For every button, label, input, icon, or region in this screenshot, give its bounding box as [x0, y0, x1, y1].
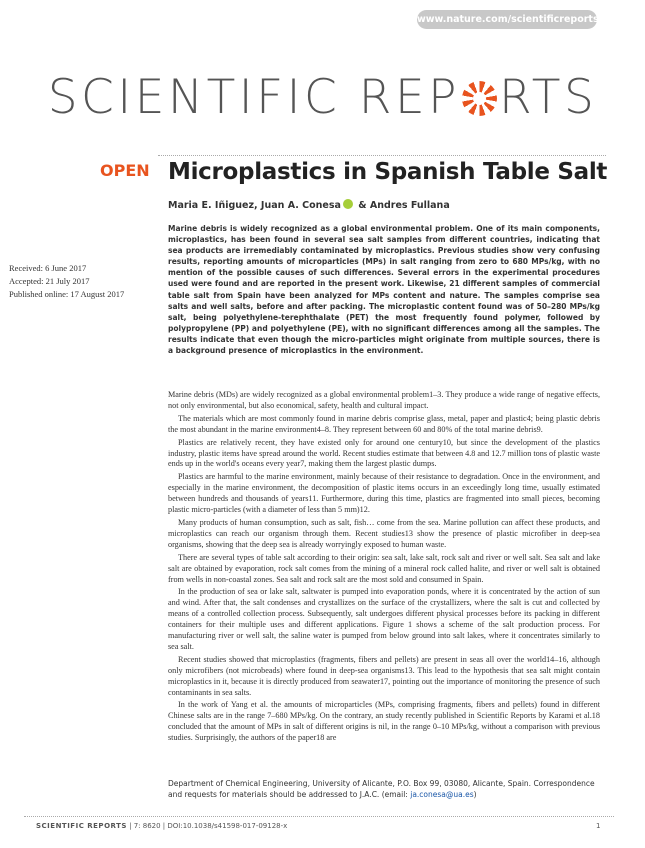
journal-masthead — [0, 66, 645, 130]
accepted-date: Accepted: 21 July 2017 — [9, 275, 90, 286]
affiliation-note — [168, 778, 600, 800]
masthead-text-end: RTS — [499, 70, 598, 125]
published-date: Published online: 17 August 2017 — [9, 288, 125, 299]
body-paragraph: Plastics are harmful to the marine environment, mainly because of their resistance to degradation. Once in the environment, and especially in the marine environment, the decomposition of plastic items occurs in an exceedingly long time, usually estimated between hundreds and thousands of years11. Furthermore, during this time, plastics are fragmented into small pieces, becoming plastic micro-particles (with a diameter of less than 5 mm)12. — [168, 472, 600, 515]
footer-citation[interactable]: | 7: 8620 | DOI:10.1038/s41598-017-09128-x — [126, 822, 288, 830]
author-list — [168, 199, 450, 211]
authors-first[interactable]: Maria E. Iñiguez, Juan A. Conesa — [168, 200, 341, 211]
orcid-icon[interactable] — [343, 199, 353, 209]
masthead-text-start: SCIENTIFIC REP — [47, 70, 460, 125]
journal-url-badge[interactable]: www.nature.com/scientificreports — [417, 10, 597, 29]
correspondence-email-link[interactable]: ja.conesa@ua.es — [410, 790, 474, 800]
article-title: Microplastics in Spanish Table Salt — [168, 159, 608, 185]
received-date: Received: 6 June 2017 — [9, 263, 87, 273]
body-paragraph: Plastics are relatively recent, they have existed only for around one century10, but since the development of the plastics industry, plastic items have spread around the world. Recent studies estimate that between 4.8 and 12.7 million tons of plastic waste ends up in the world's oceans every year7, making them the largest plastic dumps. — [168, 437, 600, 469]
open-access-label: OPEN — [100, 161, 150, 180]
body-paragraph: The materials which are most commonly found in marine debris comprise glass, metal, paper and plastic4; being plastic debris the most abundant in the marine environment4–8. They represent between 60 and 80% of the total marine debris9. — [168, 413, 600, 434]
body-paragraph: Recent studies showed that microplastics (fragments, fibers and pellets) are present in seas all over the world14–16, although only microfibers (not microbeads) where found in deep-sea organisms13. This lead to the hypothesis that sea salt might contain microplastics in it, because it is directly produced from seawater17, pointing out the importance of monitoring the presence of such contaminants in sea salts. — [168, 654, 600, 697]
article-body — [168, 390, 600, 746]
body-paragraph: Many products of human consumption, such as salt, fish… come from the sea. Marine pollution can affect these products, and microplastics can reach our organism through them. Recent studies13 show the presence of plastic microfiber in deep-sea organisms, showing that the deep sea is already worryingly exposed to human waste. — [168, 517, 600, 549]
affiliation-text: Department of Chemical Engineering, University of Alicante, P.O. Box 99, 03080, Alicante, Spain. Correspondence and requests for materials should be addressed to J.A.C. (email: — [168, 779, 595, 800]
body-paragraph: There are several types of table salt according to their origin: sea salt, lake salt, rock salt and river or well salt. Sea salt and lake salt are obtained by evaporation, rock salt comes from the mining of a mineral rock called halite, and river or well salt is obtained from wells in non-coastal zones. Sea salt and rock salt are the most sold and consumed in Spain. — [168, 552, 600, 584]
body-paragraph: In the production of sea or lake salt, saltwater is pumped into evaporation ponds, where it is concentrated by the action of sun and wind. After that, the salt condenses and crystallizes on the surface of the crystallizers, where the salt is cut and collected by means of a controlled collection process. Subsequently, salt undergoes different physical processes before its packing in different containers for their multiple uses and different applications. Figure 1 shows a scheme of the salt production process. For manufacturing river or well salt, the saline water is pumped from below ground into salt lakes, where it concentrates similarly to sea salt. — [168, 587, 600, 651]
article-dates — [9, 262, 124, 300]
affiliation-close: ) — [473, 790, 477, 800]
authors-last[interactable]: & Andres Fullana — [358, 200, 450, 211]
page-footer — [36, 822, 287, 830]
abstract: Marine debris is widely recognized as a global environmental problem. One of its main components, microplastics, has been found in several sea salt samples from different countries, indicating that sea products are irremediably contaminated by microplastics. Previous studies show very confusing results, reporting amounts of microparticles (MPs) in salt ranging from zero to 680 MPs/kg, with no mention of the possible causes of such differences. Several errors in the experimental procedures used were found and are reported in the present work. Likewise, 21 different samples of commercial table salt from Spain have been analyzed for MPs content and nature. The samples comprise sea salts and well salts, before and after packing. The microplastic content found was of 50–280 MPs/kg salt, being polyethylene-terephthalate (PET) the most frequently found polymer, followed by polypropylene (PP) and polyethylene (PE), with no significant differences among all the samples. The results indicate that even though the micro-particles might originate from multiple sources, there is a background presence of microplastics in the environment. — [168, 224, 600, 356]
masthead-logo-o-icon — [462, 81, 497, 116]
body-paragraph: Marine debris (MDs) are widely recognized as a global environmental problem1–3. They produce a wide range of negative effects, not only environmental, but also economical, safety, health and cultural impact. — [168, 390, 600, 410]
page-number: 1 — [596, 822, 601, 830]
header-divider — [158, 155, 606, 156]
footer-divider — [24, 816, 614, 817]
body-paragraph: In the work of Yang et al. the amounts of microparticles (MPs, comprising fragments, fibers and pellets) found in different Chinese salts are in the range 7–680 MPs/kg. On the contrary, an study recently published in Scientific Reports by Karami et al.18 concluded that the amount of MPs in salt of different origins is nil, in the range 0–10 MPs/kg, without a comparison with previous studies. Surprisingly, the authors of the paper18 are — [168, 700, 600, 743]
footer-journal-name: SCIENTIFIC REPORTS — [36, 822, 127, 830]
